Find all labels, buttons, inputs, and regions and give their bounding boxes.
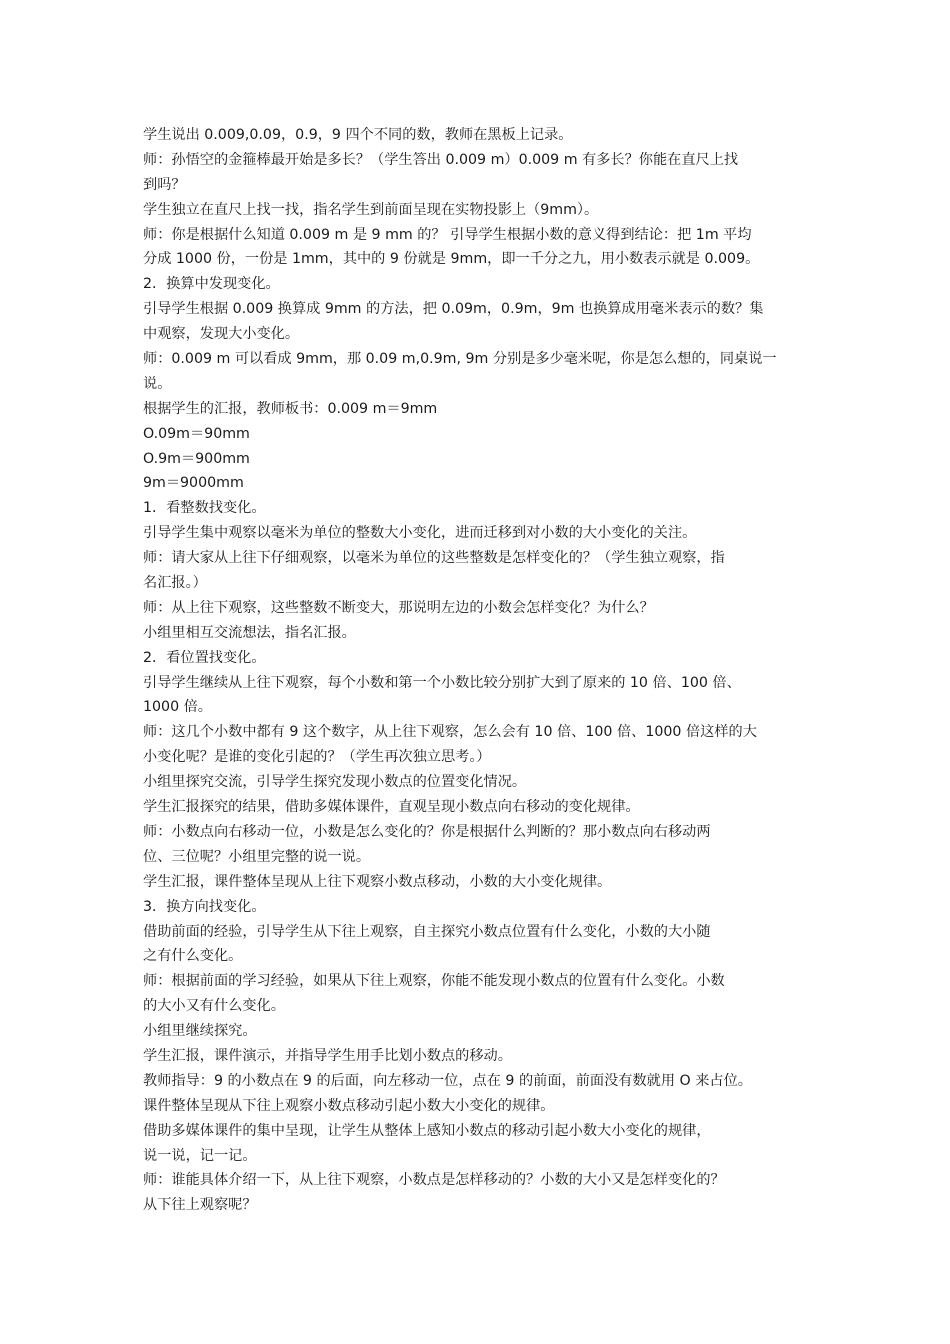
text-line: 借助多媒体课件的集中呈现，让学生从整体上感知小数点的移动引起小数大小变化的规律， (143, 1122, 711, 1139)
text-line: 小变化呢？是谁的变化引起的？（学生再次独立思考。） (143, 749, 491, 766)
text-line: 中观察，发现大小变化。 (143, 326, 300, 343)
section-heading: 2．看位置找变化。 (143, 649, 266, 666)
text-line: 之有什么变化。 (143, 948, 243, 965)
text-line: 课件整体呈现从下往上观察小数点移动引起小数大小变化的规律。 (143, 1097, 555, 1114)
text-line: 教师指导：9 的小数点在 9 的后面，向左移动一位，点在 9 的前面，前面没有数就用 O 来占位。 (143, 1072, 752, 1089)
text-line: 到吗？ (143, 176, 186, 193)
text-line: 师：你是根据什么知道 0.009 m 是 9 mm 的？ 引导学生根据小数的意义得到结论：把 1m 平均 (143, 226, 752, 243)
text-line: 师：这几个小数中都有 9 这个数字，从上往下观察，怎么会有 10 倍、100 倍、1000 倍这样的大 (143, 724, 757, 741)
text-line: 引导学生集中观察以毫米为单位的整数大小变化，进而迁移到对小数的大小变化的关注。 (143, 525, 697, 542)
text-line: 师：根据前面的学习经验，如果从下往上观察，你能不能发现小数点的位置有什么变化。小数 (143, 973, 725, 990)
text-line: 根据学生的汇报，教师板书：0.009 m＝9mm (143, 400, 438, 417)
text-line: 学生独立在直尺上找一找，指名学生到前面呈现在实物投影上（9mm）。 (143, 201, 599, 218)
section-heading: 1．看整数找变化。 (143, 500, 266, 517)
text-line: 师：请大家从上往下仔细观察，以毫米为单位的这些整数是怎样变化的？（学生独立观察，指 (143, 550, 725, 567)
text-line: 师：从上往下观察，这些整数不断变大，那说明左边的小数会怎样变化？为什么？ (143, 599, 654, 616)
document-body (143, 123, 823, 1218)
text-line: 学生汇报，课件演示，并指导学生用手比划小数点的移动。 (143, 1047, 512, 1064)
text-line: 从下往上观察呢？ (143, 1197, 257, 1214)
section-heading: 2．换算中发现变化。 (143, 276, 280, 293)
text-line: 名汇报。） (143, 575, 207, 592)
text-line: 引导学生根据 0.009 换算成 9mm 的方法，把 0.09m，0.9m，9m 也换算成用毫米表示的数？集 (143, 301, 764, 318)
text-line: 学生汇报探究的结果，借助多媒体课件，直观呈现小数点向右移动的变化规律。 (143, 799, 640, 816)
text-line: 师：谁能具体介绍一下，从上往下观察，小数点是怎样移动的？小数的大小又是怎样变化的？ (143, 1172, 725, 1189)
text-line: 小组里探究交流，引导学生探究发现小数点的位置变化情况。 (143, 774, 527, 791)
text-line: 师：孙悟空的金箍棒最开始是多长？（学生答出 0.009 m）0.009 m 有多长？你能在直尺上找 (143, 151, 739, 168)
text-line: 小组里继续探究。 (143, 1023, 257, 1040)
text-line: 1000 倍。 (143, 699, 212, 716)
text-line: 分成 1000 份，一份是 1mm，其中的 9 份就是 9mm，即一千分之九，用小数表示就是 0.009。 (143, 251, 760, 268)
text-line: 借助前面的经验，引导学生从下往上观察，自主探究小数点位置有什么变化，小数的大小随 (143, 923, 711, 940)
text-line: 说一说，记一记。 (143, 1147, 257, 1164)
text-line: 位、三位呢？小组里完整的说一说。 (143, 848, 371, 865)
text-line: 小组里相互交流想法，指名汇报。 (143, 624, 356, 641)
text-line: 的大小又有什么变化。 (143, 998, 285, 1015)
text-line: 师：小数点向右移动一位，小数是怎么变化的？你是根据什么判断的？那小数点向右移动两 (143, 823, 711, 840)
equation-line: O.9m＝900mm (143, 450, 250, 467)
text-line: 师：0.009 m 可以看成 9mm，那 0.09 m,0.9m, 9m 分别是多少毫米呢，你是怎么想的，同桌说一 (143, 351, 777, 368)
text-line: 学生汇报，课件整体呈现从上往下观察小数点移动，小数的大小变化规律。 (143, 873, 612, 890)
text-line: 学生说出 0.009,0.09，0.9，9 四个不同的数，教师在黑板上记录。 (143, 127, 573, 143)
equation-line: O.09m＝90mm (143, 425, 250, 442)
text-line: 引导学生继续从上往下观察，每个小数和第一个小数比较分别扩大到了原来的 10 倍、100 倍、 (143, 674, 741, 691)
text-line: 说。 (143, 375, 172, 392)
equation-line: 9m＝9000mm (143, 475, 244, 492)
section-heading: 3．换方向找变化。 (143, 898, 266, 915)
